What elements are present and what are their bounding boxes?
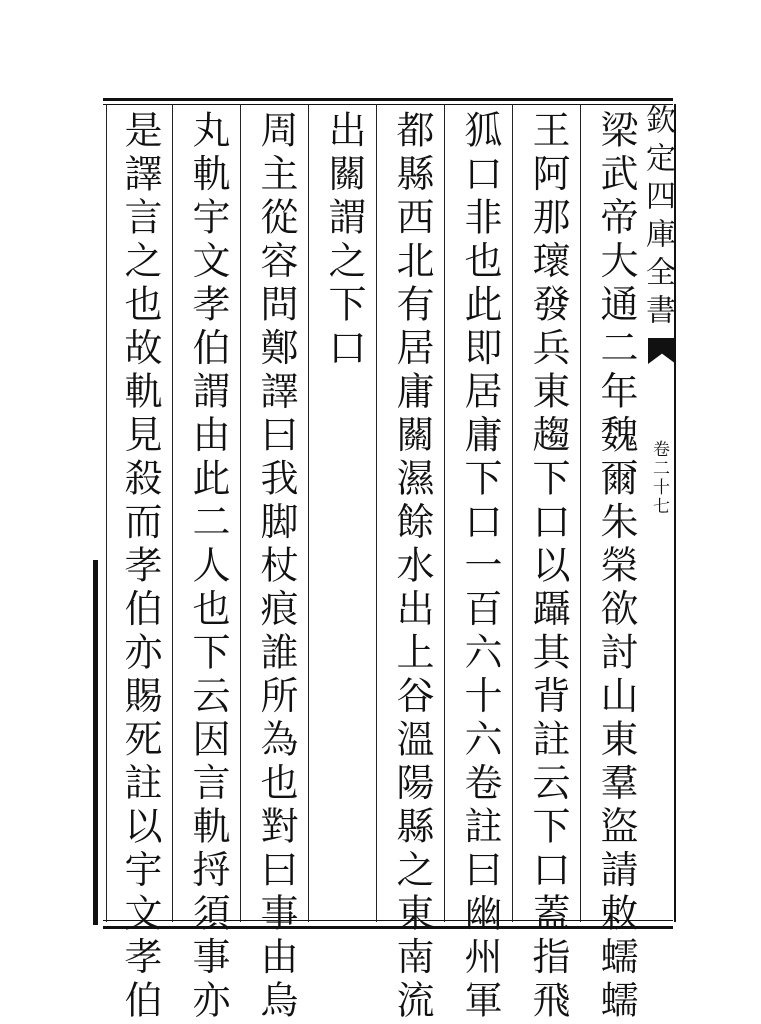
column-rule (240, 104, 241, 922)
text-column: 都縣西北有居庸關濕餘水出上谷溫陽縣之東南流 (390, 110, 434, 1024)
column-rule (106, 104, 107, 922)
page-edge-shadow (93, 560, 98, 925)
text-column: 狐口非也此即居庸下口一百六十六卷註曰幽州軍 (458, 110, 502, 1024)
column-rule (444, 104, 445, 922)
text-column: 周主從容問鄭譯曰我脚杖痕誰所為也對曰事由烏 (254, 110, 298, 1024)
text-column: 是譯言之也故軌見殺而孝伯亦賜死註以宇文孝伯 (118, 110, 162, 1024)
column-rule (172, 104, 173, 922)
top-border-rule (103, 98, 673, 101)
top-border-inner-rule (103, 104, 673, 105)
text-column: 梁武帝大通二年魏爾朱榮欲討山東羣盜請敕蠕蠕 (594, 110, 638, 1024)
fishtail-mark (648, 338, 676, 364)
text-column: 出關謂之下口 (322, 110, 366, 371)
juan-number: 卷二十七 (649, 440, 669, 516)
column-rule (512, 104, 513, 922)
text-column: 丸軌宇文孝伯謂由此二人也下云因言軌捋須事亦 (186, 110, 230, 1024)
column-rule (376, 104, 377, 922)
column-rule (308, 104, 309, 922)
text-column: 王阿那瓌發兵東趨下口以躡其背註云下口蓋指飛 (526, 110, 570, 1024)
column-rule (580, 104, 581, 922)
book-title: 欽定四庫全書 (640, 104, 675, 332)
